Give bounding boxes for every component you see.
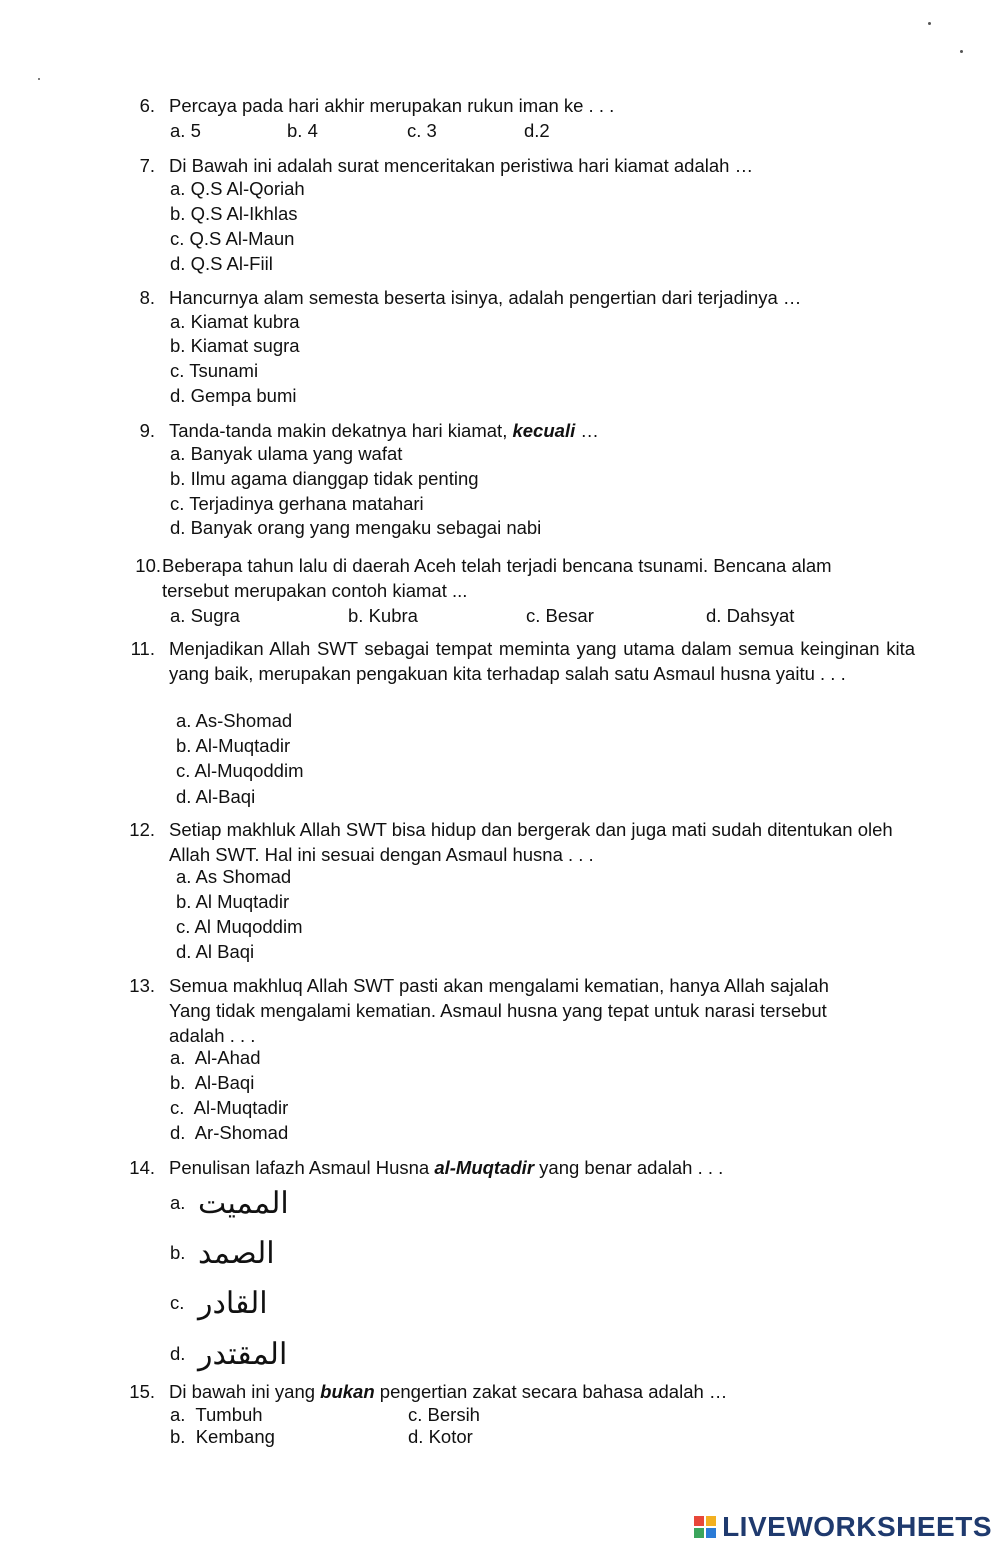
option-letter: c. [170, 1292, 185, 1313]
option-letter: b. [170, 1242, 186, 1263]
arabic-text: الصمد [198, 1235, 275, 1271]
question-number: 15. [129, 1381, 155, 1402]
option-a[interactable]: a. As-Shomad [176, 710, 293, 731]
scan-speck [38, 78, 40, 80]
question-text [169, 1379, 915, 1404]
question-number: 13. [129, 975, 155, 996]
option-c[interactable]: c. Al-Muqoddim [176, 760, 304, 781]
question-number: 6. [139, 95, 155, 116]
scan-speck [928, 22, 931, 25]
option-a[interactable] [170, 1183, 289, 1223]
option-d[interactable]: d. Kotor [408, 1426, 473, 1447]
question-15 [129, 1379, 915, 1404]
logo-square [706, 1528, 716, 1538]
question-12 [129, 817, 915, 867]
option-d[interactable]: d. Q.S Al-Fiil [170, 253, 273, 274]
option-b[interactable]: b. Ilmu agama dianggap tidak penting [170, 468, 479, 489]
question-text-start: Di bawah ini yang [169, 1381, 321, 1402]
option-c[interactable]: c. Tsunami [170, 360, 259, 381]
option-a[interactable]: a. Q.S Al-Qoriah [170, 178, 305, 199]
option-a[interactable]: a. Al-Ahad [170, 1047, 261, 1068]
option-a[interactable]: a. Sugra [170, 605, 240, 626]
option-c[interactable]: c. Bersih [408, 1404, 480, 1425]
question-11 [130, 636, 915, 711]
question-number: 11. [130, 638, 155, 659]
liveworksheets-logo-icon [694, 1516, 716, 1538]
option-b[interactable]: b. Q.S Al-Ikhlas [170, 203, 298, 224]
option-c[interactable]: c. 3 [407, 120, 437, 141]
question-text: Di Bawah ini adalah surat menceritakan peristiwa hari kiamat adalah … [169, 155, 754, 176]
option-c[interactable] [170, 1283, 268, 1323]
question-number: 7. [139, 155, 155, 176]
option-a[interactable]: a. Kiamat kubra [170, 311, 300, 332]
option-c[interactable]: c. Al-Muqtadir [170, 1097, 289, 1118]
question-text-end: yang benar adalah . . . [534, 1157, 724, 1178]
option-d[interactable]: d. Banyak orang yang mengaku sebagai nabi [170, 517, 542, 538]
option-a[interactable]: a. Banyak ulama yang wafat [170, 443, 403, 464]
question-text [169, 1155, 915, 1180]
liveworksheets-watermark[interactable] [694, 1510, 992, 1544]
option-d[interactable] [170, 1334, 287, 1374]
question-text-end: … [575, 420, 599, 441]
option-b[interactable]: b. Al Muqtadir [176, 891, 290, 912]
option-d[interactable]: d. Al Baqi [176, 941, 255, 962]
question-text: Beberapa tahun lalu di daerah Aceh telah terjadi bencana tsunami. Bencana alam tersebut merupakan contoh kiamat ... [162, 555, 832, 601]
option-d[interactable]: d. Ar-Shomad [170, 1122, 289, 1143]
question-13 [129, 973, 915, 1048]
arabic-text: القادر [198, 1285, 268, 1321]
option-b[interactable]: b. Al-Baqi [170, 1072, 255, 1093]
option-c[interactable]: c. Besar [526, 605, 594, 626]
question-number: 8. [139, 287, 155, 308]
question-10 [135, 553, 915, 603]
arabic-text: المقتدر [198, 1336, 288, 1372]
question-9 [139, 418, 915, 443]
question-text-end: pengertian zakat secara bahasa adalah … [374, 1381, 728, 1402]
arabic-text: المميت [198, 1185, 289, 1221]
option-d[interactable]: d.2 [524, 120, 550, 141]
option-b[interactable]: b. Al-Muqtadir [176, 735, 291, 756]
question-number: 14. [129, 1157, 155, 1178]
logo-square [706, 1516, 716, 1526]
option-b[interactable]: b. 4 [287, 120, 318, 141]
emphasis-word: bukan [320, 1381, 375, 1402]
option-b[interactable]: b. Kembang [170, 1426, 275, 1447]
question-text: Menjadikan Allah SWT sebagai tempat meminta yang utama dalam semua keinginan kita yang baik, merupakan pengakuan kita terhadap salah satu Asmaul husna yaitu . . . [169, 638, 915, 684]
question-number: 12. [129, 819, 155, 840]
option-a[interactable]: a. Tumbuh [170, 1404, 263, 1425]
option-b[interactable]: b. Kiamat sugra [170, 335, 300, 356]
option-c[interactable]: c. Q.S Al-Maun [170, 228, 295, 249]
question-text: Semua makhluq Allah SWT pasti akan mengalami kematian, hanya Allah sajalah Yang tidak mengalami kematian. Asmaul husna yang tepat untuk narasi tersebut adalah . . . [169, 975, 829, 1046]
question-6 [139, 93, 915, 118]
logo-square [694, 1516, 704, 1526]
option-b[interactable]: b. Kubra [348, 605, 418, 626]
option-c[interactable]: c. Al Muqoddim [176, 916, 303, 937]
option-d[interactable]: d. Dahsyat [706, 605, 795, 626]
scan-speck [960, 50, 963, 53]
question-7 [139, 153, 915, 178]
question-number: 9. [139, 420, 155, 441]
option-a[interactable]: a. 5 [170, 120, 201, 141]
emphasis-word: kecuali [512, 420, 576, 441]
question-14 [129, 1155, 915, 1180]
question-number: 10. [135, 555, 161, 576]
option-d[interactable]: d. Gempa bumi [170, 385, 297, 406]
logo-square [694, 1528, 704, 1538]
watermark-text: LIVEWORKSHEETS [722, 1511, 992, 1542]
option-a[interactable]: a. As Shomad [176, 866, 292, 887]
option-letter: d. [170, 1343, 186, 1364]
question-text [169, 418, 915, 443]
question-text: Hancurnya alam semesta beserta isinya, adalah pengertian dari terjadinya … [169, 287, 802, 308]
question-8 [139, 285, 915, 310]
option-b[interactable] [170, 1233, 275, 1273]
emphasis-word: al-Muqtadir [434, 1157, 535, 1178]
question-text: Setiap makhluk Allah SWT bisa hidup dan bergerak dan juga mati sudah ditentukan oleh Allah SWT. Hal ini sesuai dengan Asmaul husna . . . [169, 819, 893, 865]
question-text-start: Tanda-tanda makin dekatnya hari kiamat, [169, 420, 513, 441]
option-c[interactable]: c. Terjadinya gerhana matahari [170, 493, 424, 514]
option-d[interactable]: d. Al-Baqi [176, 786, 256, 807]
question-text-start: Penulisan lafazh Asmaul Husna [169, 1157, 435, 1178]
option-letter: a. [170, 1192, 186, 1213]
question-text: Percaya pada hari akhir merupakan rukun iman ke . . . [169, 95, 615, 116]
